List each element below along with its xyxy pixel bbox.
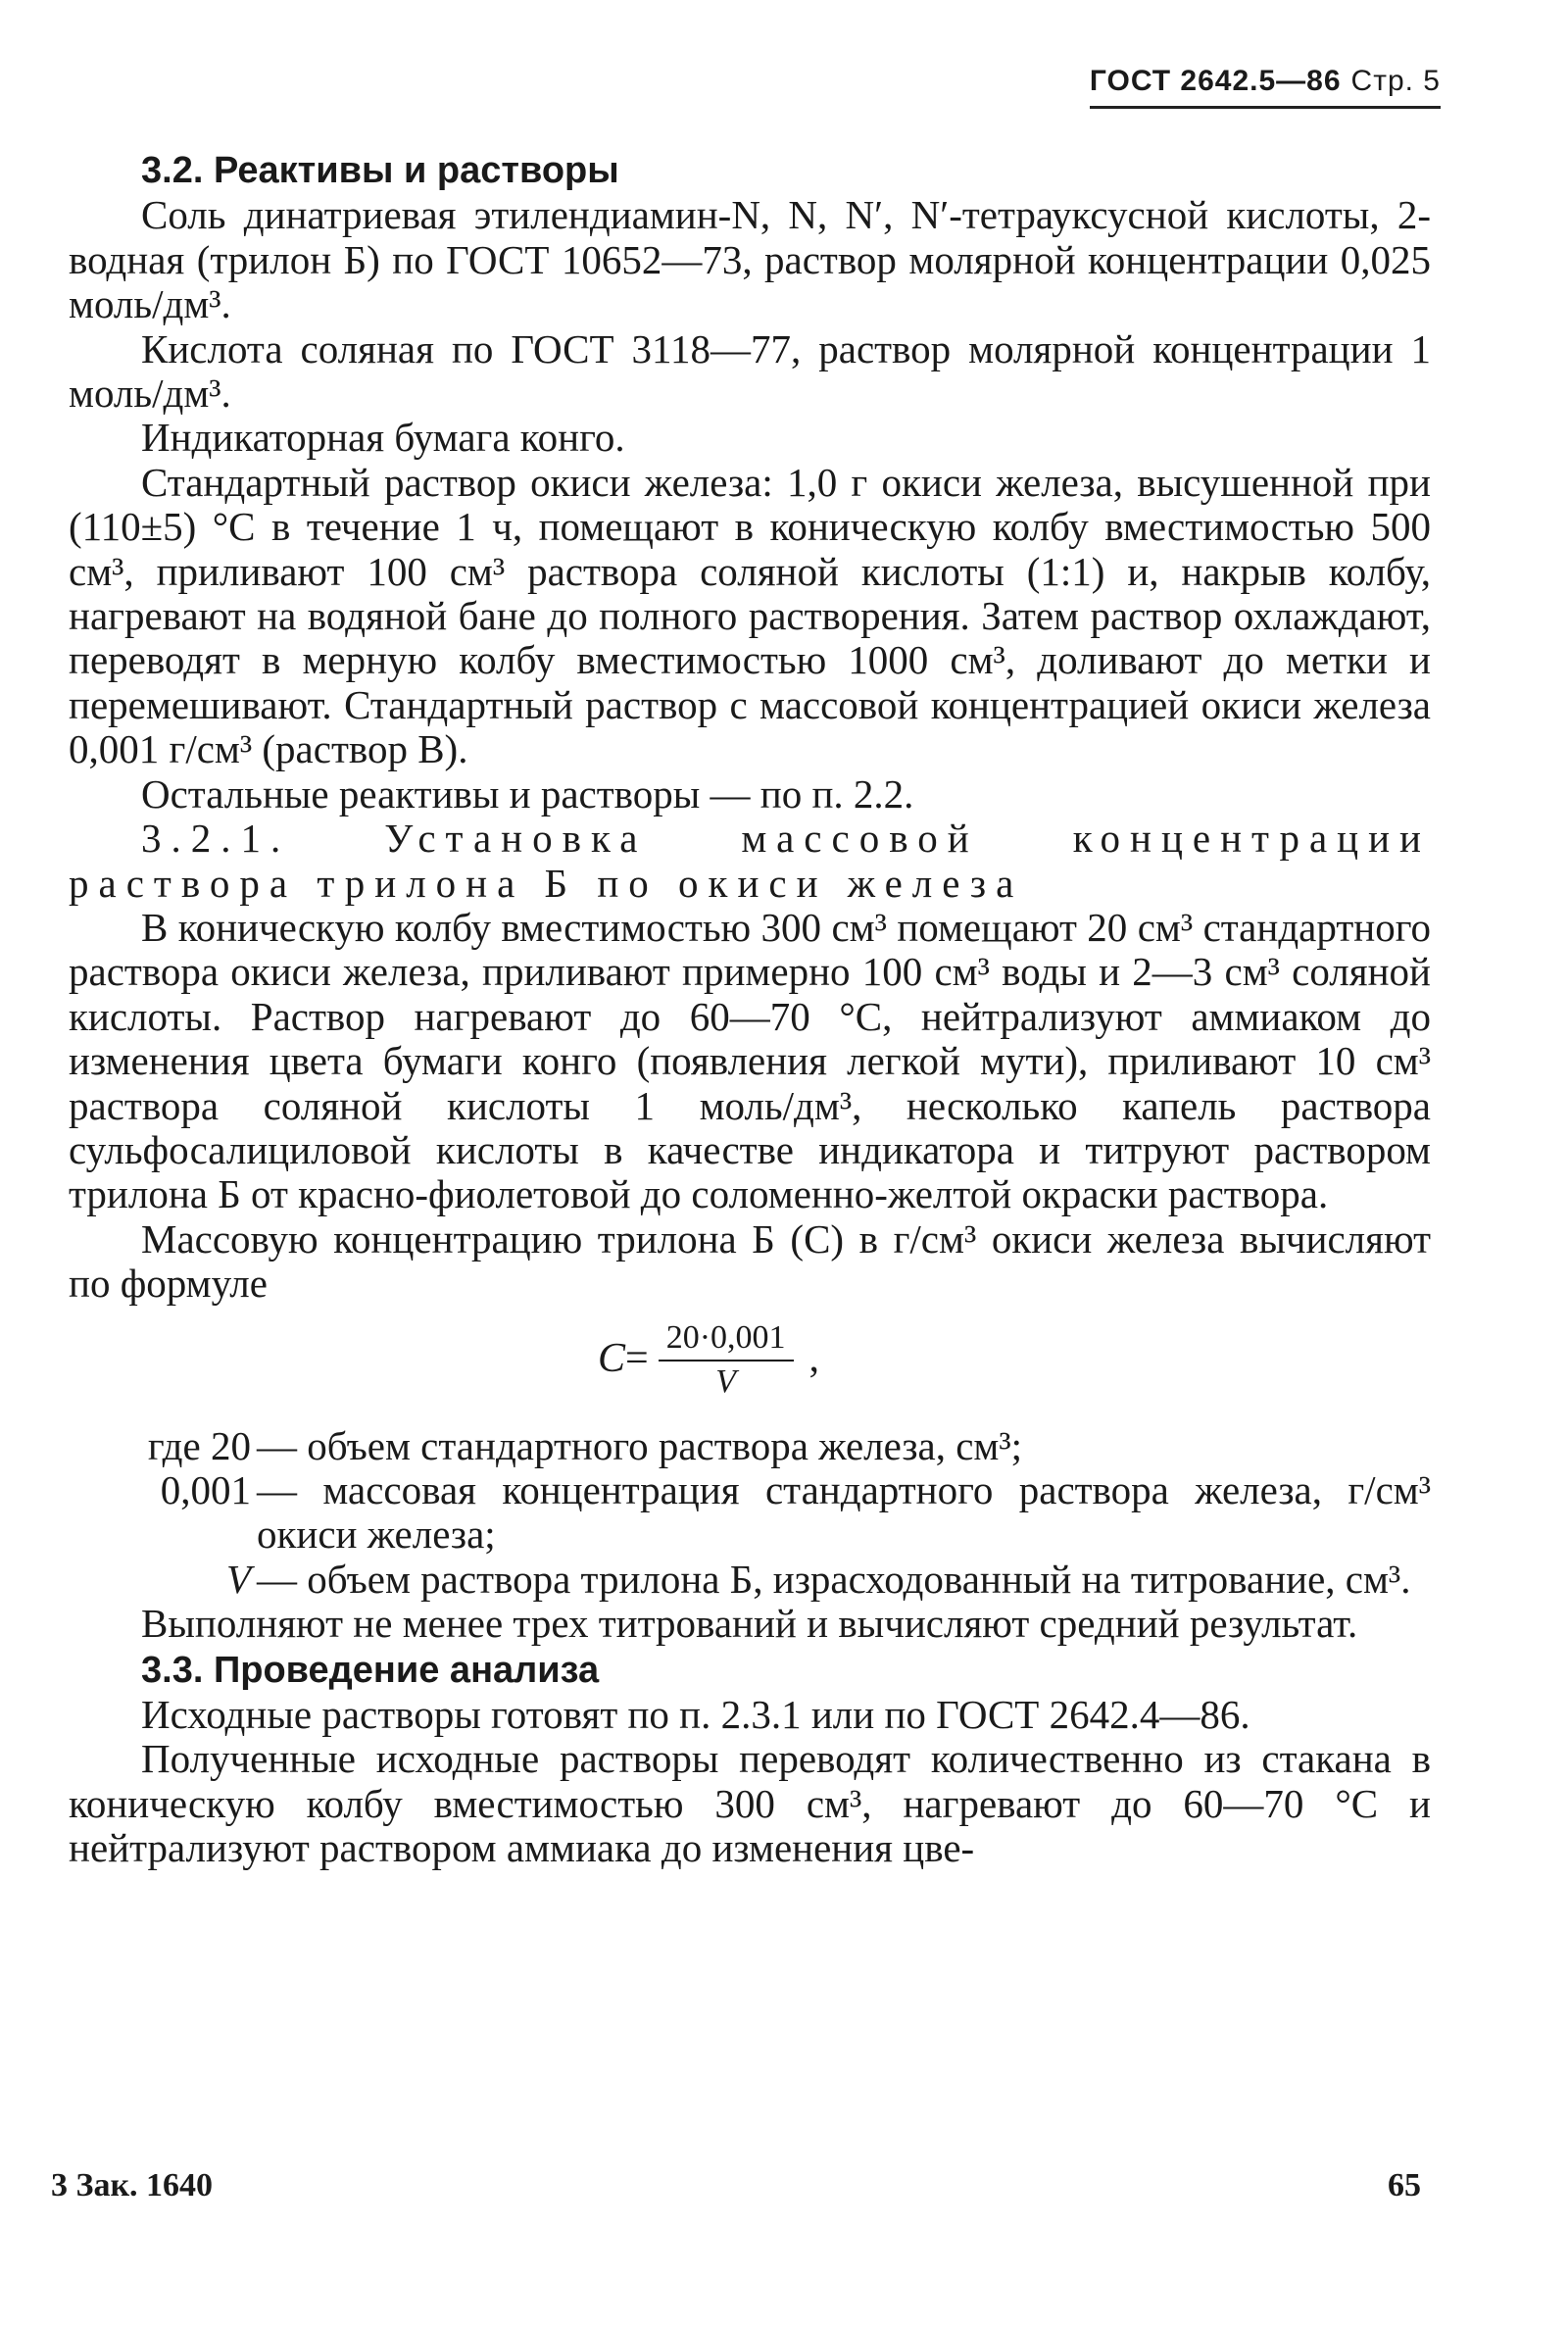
formula-block — [69, 1311, 1431, 1418]
definition-term: V — [225, 1556, 251, 1602]
formula-definitions — [69, 1424, 1431, 1603]
paragraph-initial-solutions: Исходные растворы готовят по п. 2.3.1 или по ГОСТ 2642.4—86. — [141, 1692, 1250, 1737]
page-footer — [51, 2167, 1421, 2204]
page-label: Стр. 5 — [1350, 65, 1441, 97]
section-3-2-title: 3.2. Реактивы и растворы — [141, 150, 619, 191]
definition-desc: — массовая концентрация стандартного раствора железа, г/см³ окиси железа; — [257, 1466, 1431, 1558]
definition-row — [69, 1558, 1431, 1602]
paragraph-titration-procedure: В коническую колбу вместимостью 300 см³ помещают 20 см³ стандартного раствора окиси железа, приливают примерно 100 см³ воды и 2—3 см³ соляной кислоты. Раствор нагревают до 60—70 °С, нейтрализуют аммиаком до изменения цвета бумаги конго (появления легкой мути), приливают 10 см³ раствора соляной кислоты 1 моль/дм³, несколько капель раствора сульфосалициловой кислоты в качестве индикатора и титруют раствором трилона Б от красно-фиолетовой до соломенно-желтой окраски раствора. — [69, 904, 1431, 1217]
page-header — [1090, 65, 1441, 109]
paragraph-hydrochloric-acid: Кислота соляная по ГОСТ 3118—77, раствор молярной концентрации 1 моль/дм³. — [69, 325, 1431, 417]
definition-desc: — объем раствора трилона Б, израсходованный на титрование, см³. — [257, 1556, 1411, 1602]
paragraph-repeat-titration: Выполняют не менее трех титрований и вычисляют средний результат. — [141, 1601, 1358, 1647]
paragraph-trilon: Соль динатриевая этилендиамин-N, N, N′, N′-тетрауксусной кислоты, 2-водная (трилон Б) по ГОСТ 10652—73, раствор молярной концентрации 0,025 моль/дм³. — [69, 192, 1431, 327]
paragraph-formula-intro: Массовую концентрацию трилона Б (С) в г/см³ окиси железа вычисляют по формуле — [69, 1215, 1431, 1307]
definition-desc: — объем стандартного раствора железа, см³; — [257, 1422, 1023, 1468]
formula-lhs: C — [598, 1335, 626, 1381]
section-3-2-1-title: 3.2.1. Установка массовой концентрации раствора трилона Б по окиси железа — [69, 816, 1431, 906]
paragraph-standard-solution: Стандартный раствор окиси железа: 1,0 г окиси железа, высушенной при (110±5) °С в течение 1 ч, помещают в коническую колбу вместимостью 500 см³, приливают 100 см³ раствора соляной кислоты (1:1) и, накрыв колбу, нагревают на водяной бане до полного растворения. Затем раствор охлаждают, переводят в мерную колбу вместимостью 1000 см³, доливают до метки и перемешивают. Стандартный раствор с массовой концентрацией окиси железа 0,001 г/см³ (раствор В). — [69, 459, 1431, 772]
definition-row — [69, 1468, 1431, 1558]
formula-denominator: V — [715, 1362, 736, 1400]
paragraph-other-reagents: Остальные реактивы и растворы — по п. 2.2. — [141, 770, 914, 817]
formula-numerator: 20·0,001 — [659, 1316, 794, 1362]
definition-row — [69, 1424, 1431, 1468]
formula-comma: , — [808, 1335, 820, 1381]
formula-equals: = — [625, 1335, 649, 1381]
concentration-formula — [598, 1316, 819, 1403]
formula-fraction — [659, 1316, 794, 1403]
definition-term: где 20 — [147, 1422, 251, 1468]
page-number: 65 — [1388, 2167, 1421, 2203]
order-number: 3 Зак. 1640 — [51, 2167, 214, 2203]
section-3-3-title: 3.3. Проведение анализа — [141, 1649, 600, 1691]
document-body — [69, 147, 1431, 1871]
paragraph-transfer-solutions: Полученные исходные растворы переводят количественно из стакана в коническую колбу вместимостью 300 см³, нагревают до 60—70 °С и нейтрализуют раствором аммиака до изменения цве- — [69, 1736, 1431, 1871]
standard-number: ГОСТ 2642.5—86 — [1089, 65, 1342, 97]
paragraph-congo-paper: Индикаторная бумага конго. — [141, 415, 625, 461]
definition-term: 0,001 — [160, 1466, 251, 1512]
